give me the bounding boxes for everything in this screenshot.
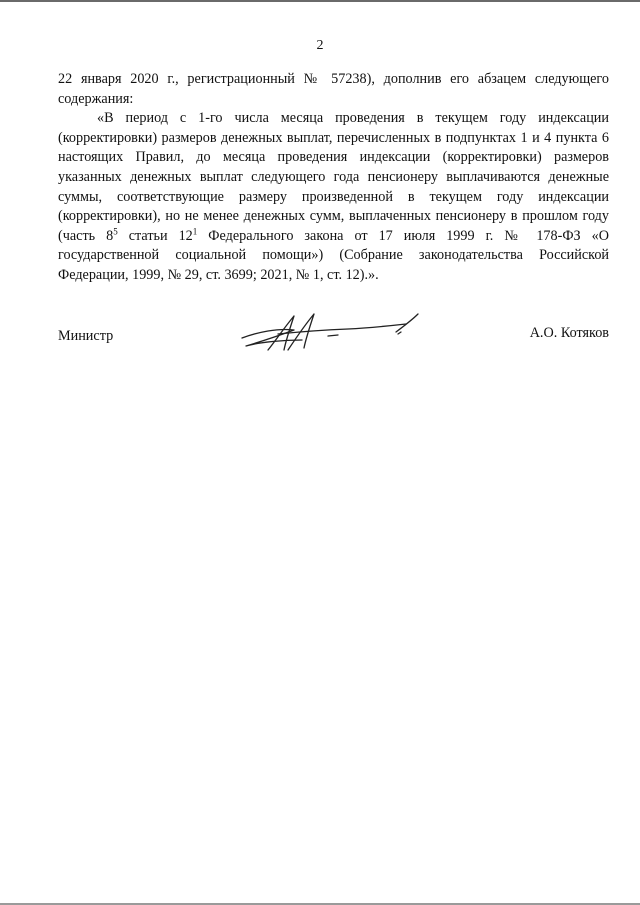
superscript-2: 1 (192, 226, 198, 237)
paragraph-2-part-3: Федерального закона от 17 июля 1999 г. № 178-ФЗ «О государственной социальной помощи») (Собрание законодательства Российской Федерации, 1999, № 29, ст. 3699; 2021, № 1, ст. 12).». (58, 227, 609, 283)
signatory-name: А.О. Котяков (529, 325, 609, 341)
page-number: 2 (316, 38, 324, 53)
signatory-title: Министр (58, 328, 114, 344)
document-body (58, 70, 609, 286)
paragraph-2 (58, 109, 609, 285)
handwritten-signature (238, 310, 438, 355)
paragraph-1: 22 января 2020 г., регистрационный № 57238), дополнив его абзацем следующего содержания: (58, 71, 609, 107)
paragraph-2-part-1: «В период с 1-го числа месяца проведения в текущем году индексации (корректировки) размеров денежных выплат, перечисленных в подпунктах 1 и 4 пункта 6 настоящих Правил, до месяца проведения индексации (корректировки) размеров указанных денежных выплат следующего года пенсионеру выплачиваются денежные суммы, соответствующие размеру произведенной в текущем году индексации (корректировки), но не менее денежных сумм, выплаченных пенсионеру в прошлом году (часть 8 (58, 110, 609, 244)
superscript-1: 5 (113, 226, 118, 237)
scan-edge-top (0, 0, 640, 2)
paragraph-2-part-2: статьи 12 (117, 227, 193, 244)
signature-block (58, 325, 609, 365)
